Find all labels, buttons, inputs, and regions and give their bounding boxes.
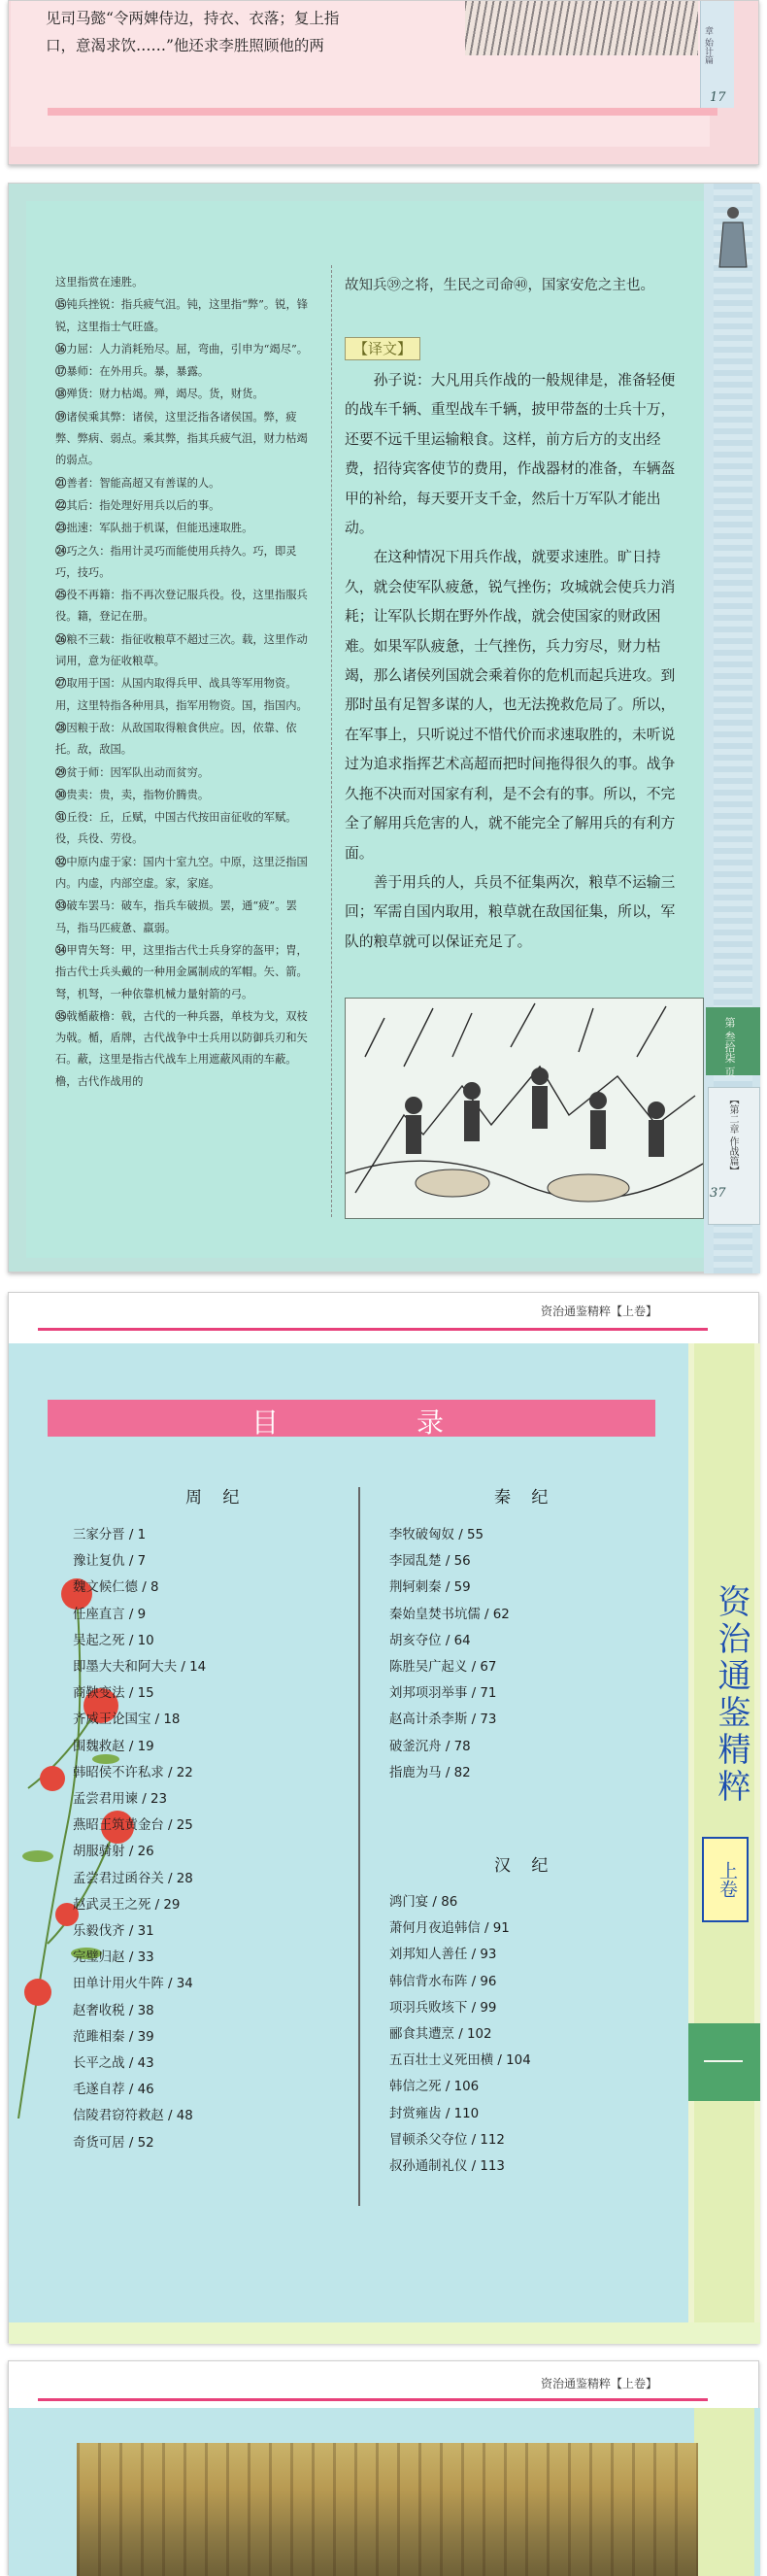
title-char-2: 录	[417, 1407, 445, 1439]
contents-page	[8, 1292, 759, 2343]
page-number: 37	[710, 1186, 726, 1201]
toc-entry[interactable]: 胡服骑射 / 26	[73, 1845, 154, 1860]
toc-entry[interactable]: 即墨大夫和阿大夫 / 14	[73, 1660, 207, 1676]
toc-entry[interactable]: 长平之战 / 43	[73, 2056, 154, 2072]
pink-band	[48, 108, 717, 116]
toc-entry[interactable]: 封赏雍齿 / 110	[389, 2106, 480, 2121]
note-item: ㉓拙速：军队拙于机谋，但能迅速取胜。	[55, 521, 253, 535]
section-marker	[688, 2023, 760, 2101]
note-item: ㉙贫于师：因军队出动而贫穷。	[55, 764, 210, 779]
toc-entry[interactable]: 李园乱楚 / 56	[389, 1554, 471, 1570]
right-band	[694, 2408, 754, 2576]
toc-entry[interactable]: 燕昭王筑黄金台 / 25	[73, 1818, 193, 1834]
toc-entry[interactable]: 孟尝君用谏 / 23	[73, 1792, 168, 1808]
toc-entry[interactable]: 乐毅伐齐 / 31	[73, 1924, 154, 1940]
translation-paragraph: 在这种情况下用兵作战，就要求速胜。旷日持久，就会使军队疲惫，锐气挫伤；攻城就会使兵力消耗；让军队长期在野外作战，就会使国家的财政困难。如果军队疲惫，士气挫伤，兵力穷尽，财力枯竭，那么诸侯列国就会乘着你的危机而起兵进攻。到那时虽有足智多谋的人，也无法挽救危局了。所以，在军事上，只听说过不惜代价而求速取胜的，未听说过为追求指挥艺术高超而把时间拖得很久的事。战争久拖不决而对国家有利，是不会有的事。所以，不完全了解用兵危害的人，就不能完全了解用兵的有利方面。	[345, 549, 676, 862]
note-item: ㉘因粮于敌：从敌国取得粮食供应。因，依靠、依托。敌，敌国。	[55, 720, 297, 757]
qin-list	[389, 1522, 510, 1786]
note-item: ⑱殚货：财力枯竭。殚，竭尽。货，财货。	[55, 387, 264, 401]
zhou-heading: 周 纪	[185, 1488, 248, 1508]
toc-entry[interactable]: 吴起之死 / 10	[73, 1633, 154, 1648]
note-item: ㉔巧之久：指用计灵巧而能使用兵持久。巧，即灵巧，技巧。	[55, 543, 297, 579]
figure-icon	[716, 203, 750, 271]
toc-entry[interactable]: 鸿门宴 / 86	[389, 1895, 458, 1910]
toc-entry[interactable]: 豫让复仇 / 7	[73, 1554, 147, 1570]
translation-paragraph: 孙子说：大凡用兵作战的一般规律是，准备轻便的战车千辆、重型战车千辆，披甲带盔的士兵十万，还要不远千里运输粮食。这样，前方后方的支出经费，招待宾客使节的费用，作战器材的准备，车辆盔甲的补给，每天要开支千金，然后十万军队才能出动。	[345, 372, 676, 537]
toc-entry[interactable]: 赵武灵王之死 / 29	[73, 1897, 181, 1913]
battle-illustration	[345, 998, 704, 1219]
toc-entry[interactable]: 韩昭侯不许私求 / 22	[73, 1765, 193, 1780]
toc-entry[interactable]: 项羽兵败垓下 / 99	[389, 2000, 497, 2016]
note-item: ㉝破车罢马：破车，指兵车破损。罢，通“疲”。罢马，指马匹疲惫、羸弱。	[55, 898, 297, 934]
toc-entry[interactable]: 破釜沉舟 / 78	[389, 1739, 471, 1754]
toc-entry[interactable]: 叔孙通制礼仪 / 113	[389, 2159, 505, 2175]
book-title-vertical: 资治通鉴精粹	[712, 1584, 750, 1806]
toc-entry[interactable]: 围魏救赵 / 19	[73, 1739, 154, 1754]
painting-page	[8, 2360, 759, 2575]
toc-entry[interactable]: 韩信背水布阵 / 96	[389, 1974, 497, 1989]
toc-entry[interactable]: 韩信之死 / 106	[389, 2080, 480, 2095]
toc-entry[interactable]: 刘邦知人善任 / 93	[389, 1948, 497, 1963]
column-separator	[358, 1487, 360, 2206]
han-heading: 汉 纪	[494, 1856, 556, 1876]
volume-label: 上卷	[702, 1837, 749, 1922]
toc-entry[interactable]: 孟尝君过函谷关 / 28	[73, 1871, 193, 1886]
section-marker-mark	[704, 2060, 743, 2062]
translation-body	[345, 366, 684, 957]
fragment-text	[46, 5, 483, 59]
notes-column	[55, 271, 317, 1093]
toc-entry[interactable]: 齐威王论国宝 / 18	[73, 1712, 181, 1728]
note-item: ⑰暴师：在外用兵。暴，暴露。	[55, 364, 210, 379]
book-page-37	[8, 183, 759, 1272]
running-header: 资治通鉴精粹【上卷】	[541, 2377, 658, 2390]
toc-entry[interactable]: 李牧破匈奴 / 55	[389, 1528, 484, 1542]
toc-entry[interactable]: 陈胜吴广起义 / 67	[389, 1660, 497, 1676]
fragment-line: 口，意渴求饮……”他还求李胜照顾他的两	[46, 37, 324, 54]
note-item: ㉒其后：指处理好用兵以后的事。	[55, 497, 220, 512]
toc-entry[interactable]: 赵奢收税 / 38	[73, 2003, 154, 2018]
toc-entry[interactable]: 刘邦项羽举事 / 71	[389, 1686, 497, 1702]
toc-entry[interactable]: 信陵君窃符救赵 / 48	[73, 2109, 193, 2124]
han-list	[389, 1889, 531, 2180]
toc-entry[interactable]: 毛遂自荐 / 46	[73, 2083, 154, 2098]
toc-entry[interactable]: 萧何月夜追韩信 / 91	[389, 1921, 510, 1937]
note-item: ⑮钝兵挫锐：指兵疲气沮。钝，这里指“弊”。锐，锋锐，这里指士气旺盛。	[55, 297, 309, 333]
header-rule	[38, 2398, 708, 2401]
fragment-line: 见司马懿“令两婢侍边，持衣、衣落；复上指	[46, 10, 340, 27]
toc-entry[interactable]: 郦食其遭烹 / 102	[389, 2027, 492, 2043]
title-char-1: 目	[251, 1407, 282, 1439]
note-item: ㉗取用于国：从国内取得兵甲、战具等军用物资。用，这里特指各种用具，指军用物资。国，指国内。	[55, 676, 308, 712]
toc-entry[interactable]: 奇货可居 / 52	[73, 2135, 154, 2151]
note-item: ⑲诸侯乘其弊：诸侯，这里泛指各诸侯国。弊，疲弊、弊病、弱点。乘其弊，指其兵疲气沮，财力枯竭的弱点。	[55, 409, 308, 467]
toc-entry[interactable]: 赵高计杀李斯 / 73	[389, 1712, 497, 1728]
toc-entry[interactable]: 三家分晋 / 1	[73, 1528, 147, 1542]
classical-quote: 故知兵㊴之将，生民之司命㊵，国家安危之主也。	[345, 278, 654, 293]
toc-entry[interactable]: 完璧归赵 / 33	[73, 1950, 154, 1966]
toc-entry[interactable]: 胡亥夺位 / 64	[389, 1633, 471, 1648]
title-bar	[48, 1400, 655, 1437]
battle-drawing	[346, 999, 703, 1218]
note-item: ㉞甲胄矢弩：甲，这里指古代士兵身穿的盔甲；胄，指古代士兵头戴的一种用金属制成的军帽。矢、箭。弩，机弩，一种依靠机械力量射箭的弓。	[55, 942, 308, 1000]
toc-entry[interactable]: 任座直言 / 9	[73, 1607, 147, 1622]
note-item: ㉜中原内虚于家：国内十室九空。中原，这里泛指国内。内虚，内部空虚。家，家庭。	[55, 854, 308, 891]
page-marker-text: 第 叁拾柒 页	[723, 1017, 736, 1077]
toc-entry[interactable]: 荆轲刺秦 / 59	[389, 1580, 471, 1596]
zhou-list	[73, 1522, 206, 2156]
page-number: 17	[710, 90, 726, 105]
note-item: ㉟戟楯蔽橹：戟，古代的一种兵器，单枝为戈，双枝为戟。楯，盾牌，古代战争中士兵用以防御兵刃和矢石。蔽，这里是指古代战车上用遮蔽风雨的车蔽。橹，古代作战用的	[55, 1008, 308, 1088]
note-item: ㉛丘役：丘，丘赋，中国古代按田亩征收的军赋。役，兵役、劳役。	[55, 810, 297, 846]
column-separator	[331, 265, 332, 1217]
scroll-painting-texture	[77, 2443, 698, 2576]
toc-entry[interactable]: 魏文候仁德 / 8	[73, 1580, 159, 1596]
toc-entry[interactable]: 田单计用火牛阵 / 34	[73, 1977, 193, 1992]
note-item: 这里指赏在速胜。	[55, 276, 144, 288]
note-item: ㉑善者：智能高超又有善谋的人。	[55, 475, 220, 490]
note-item: ㉚贵卖：贵，卖，指物价腾贵。	[55, 787, 210, 801]
note-item: ㉖粮不三载：指征收粮草不超过三次。载，这里作动词用，意为征收粮草。	[55, 631, 308, 668]
toc-entry[interactable]: 商鞅变法 / 15	[73, 1686, 154, 1702]
page-top-fragment	[8, 0, 759, 165]
bottom-band	[9, 2322, 760, 2344]
translation-paragraph: 善于用兵的人，兵员不征集两次，粮草不运输三回；军需自国内取用，粮草就在敌国征集，所以，军队的粮草就可以保证充足了。	[345, 873, 676, 950]
toc-entry[interactable]: 指鹿为马 / 82	[389, 1765, 471, 1780]
side-tab-text: 章 始计篇	[703, 26, 713, 64]
note-item: ㉕役不再籍：指不再次登记服兵役。役，这里指服兵役。籍，登记在册。	[55, 588, 308, 624]
toc-entry[interactable]: 范雎相秦 / 39	[73, 2029, 154, 2045]
qin-heading: 秦 纪	[494, 1488, 556, 1508]
header-rule	[38, 1328, 708, 1331]
toc-entry[interactable]: 五百壮士义死田横 / 104	[389, 2053, 531, 2069]
chapter-tab-text: 【第二章 作战篇】	[727, 1095, 738, 1176]
note-item: ⑯力屈：人力消耗殆尽。屈，弯曲，引申为“竭尽”。	[55, 341, 309, 356]
toc-entry[interactable]: 冒顿杀父夺位 / 112	[389, 2132, 505, 2148]
toc-entry[interactable]: 秦始皇焚书坑儒 / 62	[389, 1607, 510, 1622]
translation-tag: 【译文】	[345, 337, 420, 360]
illustration-fragment	[465, 1, 698, 55]
running-header: 资治通鉴精粹【上卷】	[541, 1305, 658, 1318]
